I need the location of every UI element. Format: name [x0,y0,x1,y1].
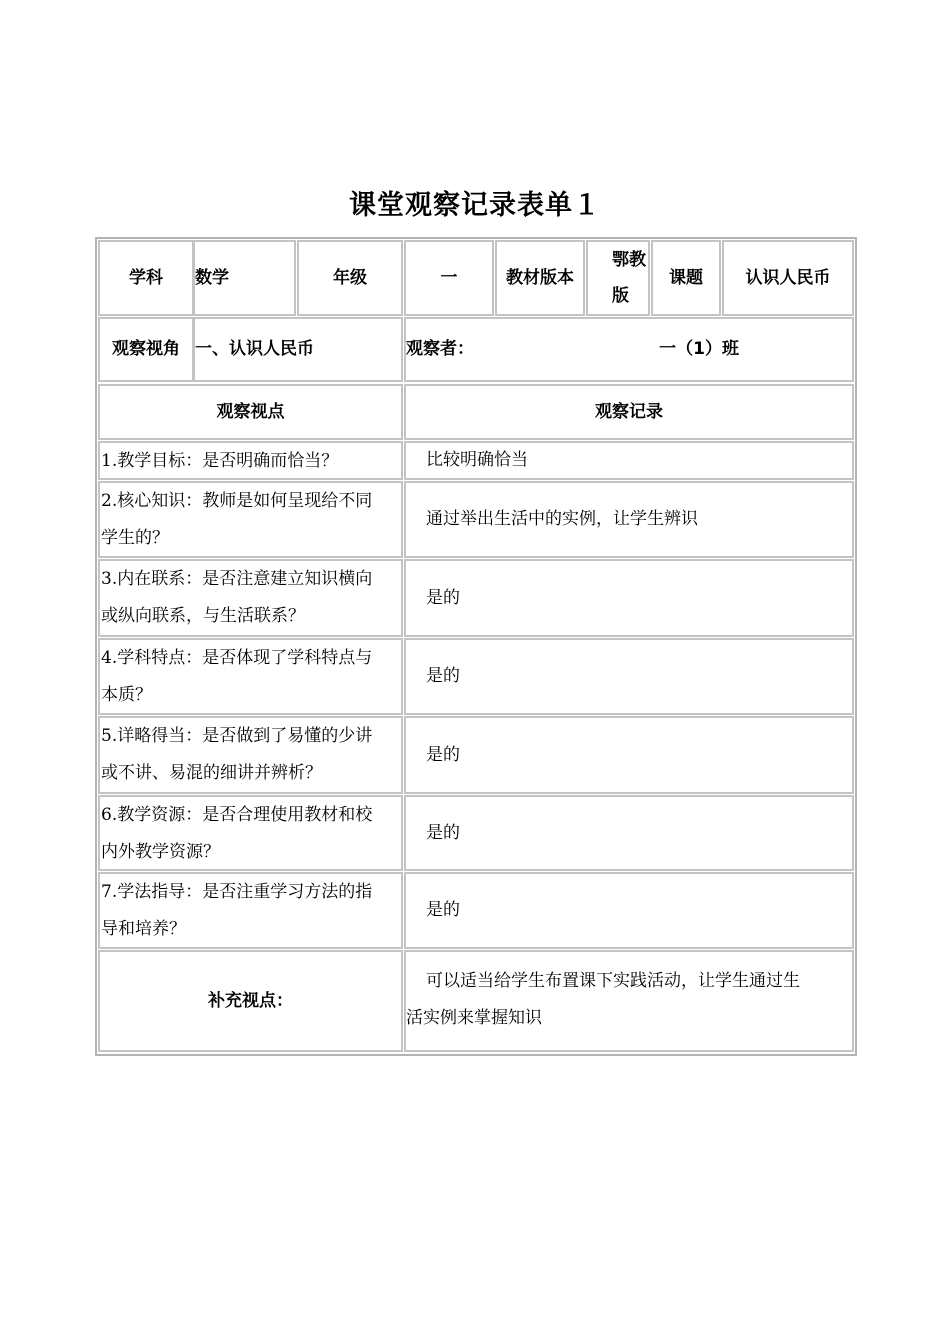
point-line1: 4.学科特点：是否体现了学科特点与 [101,648,373,668]
point-line1: 6.教学资源：是否合理使用教材和校 [101,805,373,825]
edition-label: 教材版本 [495,240,585,316]
observation-record: 是的 [404,638,854,715]
perspective-label: 观察视角 [98,317,194,382]
observation-point [98,716,403,794]
supplement-label: 补充视点： [98,950,403,1052]
observation-record: 是的 [404,559,854,637]
point-line2: 或纵向联系，与生活联系？ [101,606,305,626]
point-line2: 内外教学资源？ [101,842,220,862]
perspective-value: 一、认识人民币 [193,317,403,382]
observation-point [98,441,403,480]
observation-record: 通过举出生活中的实例，让学生辨识 [404,481,854,558]
observation-record: 是的 [404,795,854,871]
points-header: 观察视点 [98,384,403,440]
point-line2: 本质？ [101,685,152,705]
supplement-line2: 活实例来掌握知识 [406,1008,542,1028]
observation-record: 是的 [404,872,854,949]
observation-point [98,795,403,871]
point-line2: 或不讲、易混的细讲并辨析？ [101,763,322,783]
topic-label: 课题 [651,240,721,316]
observation-point [98,872,403,949]
records-header: 观察记录 [404,384,854,440]
supplement-line1: 可以适当给学生布置课下实践活动，让学生通过生 [426,971,800,991]
subject-value: 数学 [193,240,296,316]
edition-value-line2: 版 [612,286,629,306]
topic-value: 认识人民币 [722,240,854,316]
point-line1: 7.学法指导：是否注重学习方法的指 [101,882,373,902]
point-line1: 3.内在联系：是否注意建立知识横向 [101,569,373,589]
observer-cell [404,317,854,382]
supplement-record [404,950,854,1052]
observation-record: 比较明确恰当 [404,441,854,480]
edition-value-line1: 鄂教 [612,250,646,270]
point-line2: 导和培养？ [101,919,186,939]
observation-record: 是的 [404,716,854,794]
grade-value: 一 [404,240,494,316]
observation-point [98,559,403,637]
subject-label: 学科 [98,240,194,316]
page-title: 课堂观察记录表单１ [349,190,601,221]
point-line2: 学生的？ [101,528,169,548]
observation-point [98,481,403,558]
edition-value [586,240,650,316]
point-line1: 1.教学目标：是否明确而恰当？ [101,451,339,471]
point-line1: 5.详略得当：是否做到了易懂的少讲 [101,726,373,746]
observation-point [98,638,403,715]
observer-class: 一（1）班 [659,339,739,359]
point-line1: 2.核心知识：教师是如何呈现给不同 [101,491,373,511]
grade-label: 年级 [297,240,403,316]
observer-label: 观察者： [406,339,474,359]
